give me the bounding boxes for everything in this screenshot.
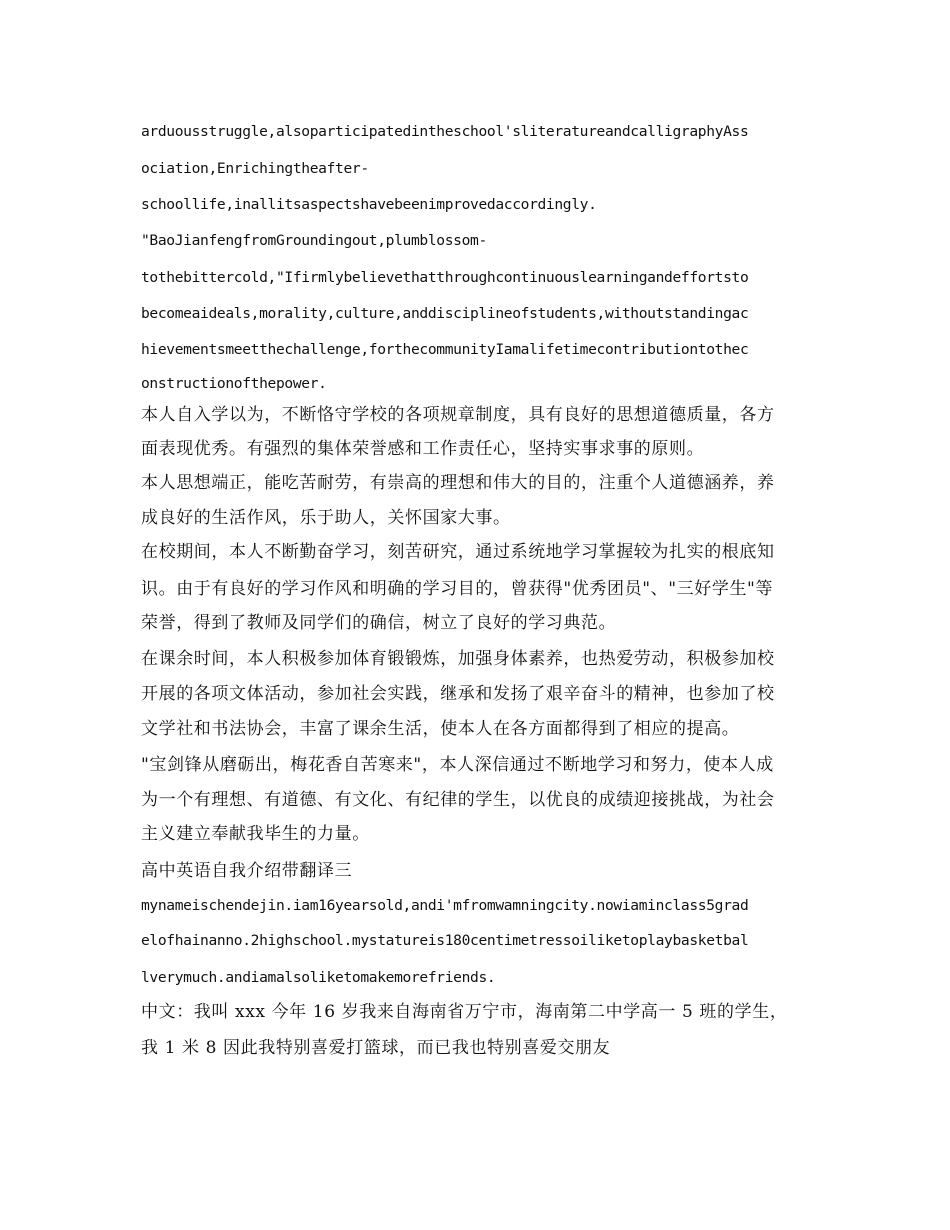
text-line: schoollife,inallitsaspectshavebeenimprovedaccordingly.: [141, 196, 597, 213]
text-line: 本人思想端正，能吃苦耐劳，有崇高的理想和伟大的目的，注重个人道德涵养，养: [141, 473, 775, 493]
text-line: onstructionofthepower.: [141, 375, 327, 392]
text-line: 在校期间，本人不断勤奋学习，刻苦研究，通过系统地学习掌握较为扎实的根底知: [141, 542, 775, 562]
text-line: "BaoJianfengfromGroundingout,plumblossom-: [141, 232, 487, 249]
text-line: 中文：我叫 xxx 今年 16 岁我来自海南省万宁市，海南第二中学高一 5 班的学生，: [141, 1002, 788, 1022]
section-heading: 高中英语自我介绍带翻译三: [141, 861, 353, 881]
text-line: 我 1 米 8 因此我特别喜爱打篮球，而已我也特别喜爱交朋友: [141, 1038, 611, 1058]
text-line: tothebittercold,"Ifirmlybelievethatthroughcontinuouslearningandeffortsto: [141, 269, 749, 286]
text-line: hievementsmeetthechallenge,forthecommunityIamalifetimecontributiontothec: [141, 341, 749, 358]
text-line: lverymuch.andiamalsoliketomakemorefriends.: [141, 969, 496, 986]
text-line: 识。由于有良好的学习作风和明确的学习目的，曾获得"优秀团员"、"三好学生"等: [141, 579, 774, 599]
text-line: 为一个有理想、有道德、有文化、有纪律的学生，以优良的成绩迎接挑战，为社会: [141, 790, 775, 810]
text-line: 文学社和书法协会，丰富了课余生活，使本人在各方面都得到了相应的提高。: [141, 719, 740, 739]
text-line: "宝剑锋从磨砺出，梅花香自苦寒来"，本人深信通过不断地学习和努力，使本人成: [141, 755, 774, 775]
text-line: 本人自入学以为，不断恪守学校的各项规章制度，具有良好的思想道德质量，各方: [141, 405, 775, 425]
text-line: 开展的各项文体活动，参加社会实践，继承和发扬了艰辛奋斗的精神，也参加了校: [141, 684, 775, 704]
text-line: ociation,Enrichingtheafter-: [141, 160, 369, 177]
text-line: 成良好的生活作风，乐于助人，关怀国家大事。: [141, 508, 511, 528]
text-line: elofhainanno.2highschool.mystatureis180centimetressoiliketoplaybasketbal: [141, 932, 749, 949]
text-line: mynameischendejin.iam16yearsold,andi'mfromwamningcity.nowiaminclass5grad: [141, 897, 749, 914]
text-line: 主义建立奉献我毕生的力量。: [141, 824, 370, 844]
text-line: arduousstruggle,alsoparticipatedintheschool'sliteratureandcalligraphyAss: [141, 123, 749, 140]
text-line: 面表现优秀。有强烈的集体荣誉感和工作责任心，坚持实事求事的原则。: [141, 439, 705, 459]
text-line: 荣誉，得到了教师及同学们的确信，树立了良好的学习典范。: [141, 613, 617, 633]
text-line: 在课余时间，本人积极参加体育锻锻炼，加强身体素养，也热爱劳动，积极参加校: [141, 649, 775, 669]
text-line: becomeaideals,morality,culture,anddisciplineofstudents,withoutstandingac: [141, 305, 749, 322]
